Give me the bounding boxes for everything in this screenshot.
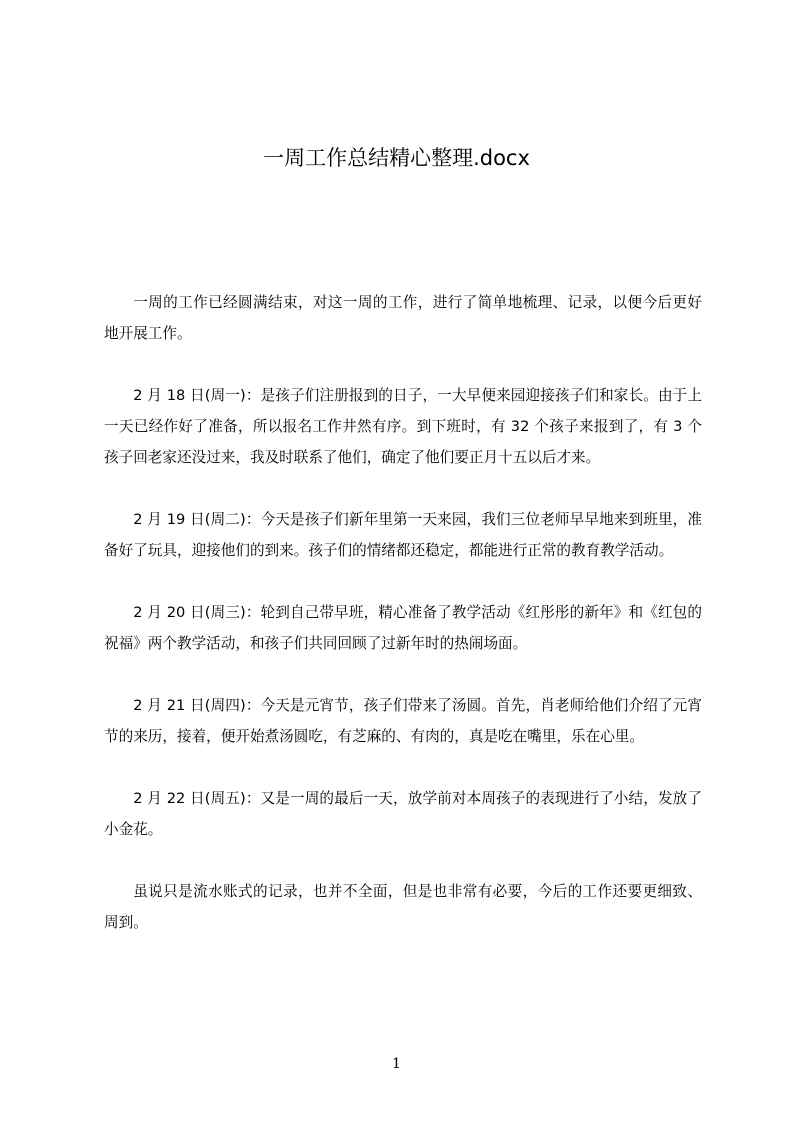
paragraph-monday: 2 月 18 日(周一)：是孩子们注册报到的日子，一大早便来园迎接孩子们和家长。由于上一天已经作好了准备，所以报名工作井然有序。到下班时，有 32 个孩子来报到了，有 3 个孩子回老家还没过来，我及时联系了他们，确定了他们要正月十五以后才来。 <box>104 387 702 466</box>
page-number: 1 <box>392 1056 401 1072</box>
paragraph-wednesday: 2 月 20 日(周三)：轮到自己带早班，精心准备了教学活动《红彤彤的新年》和《红包的祝福》两个教学活动，和孩子们共同回顾了过新年时的热闹场面。 <box>104 604 702 652</box>
document-title: 一周工作总结精心整理.docx <box>263 146 530 170</box>
paragraph-thursday: 2 月 21 日(周四)：今天是元宵节，孩子们带来了汤圆。首先，肖老师给他们介绍了元宵节的来历，接着，便开始煮汤圆吃，有芝麻的、有肉的，真是吃在嘴里，乐在心里。 <box>104 697 702 745</box>
paragraph-tuesday: 2 月 19 日(周二)：今天是孩子们新年里第一天来园，我们三位老师早早地来到班里，准备好了玩具，迎接他们的到来。孩子们的情绪都还稳定，都能进行正常的教育教学活动。 <box>104 511 702 559</box>
paragraph-conclusion: 虽说只是流水账式的记录，也并不全面，但是也非常有必要，今后的工作还要更细致、周到。 <box>104 883 702 931</box>
document-body <box>104 287 702 969</box>
paragraph-intro: 一周的工作已经圆满结束，对这一周的工作，进行了简单地梳理、记录，以便今后更好地开展工作。 <box>104 294 702 342</box>
paragraph-friday: 2 月 22 日(周五)：又是一周的最后一天，放学前对本周孩子的表现进行了小结，发放了小金花。 <box>104 790 702 838</box>
